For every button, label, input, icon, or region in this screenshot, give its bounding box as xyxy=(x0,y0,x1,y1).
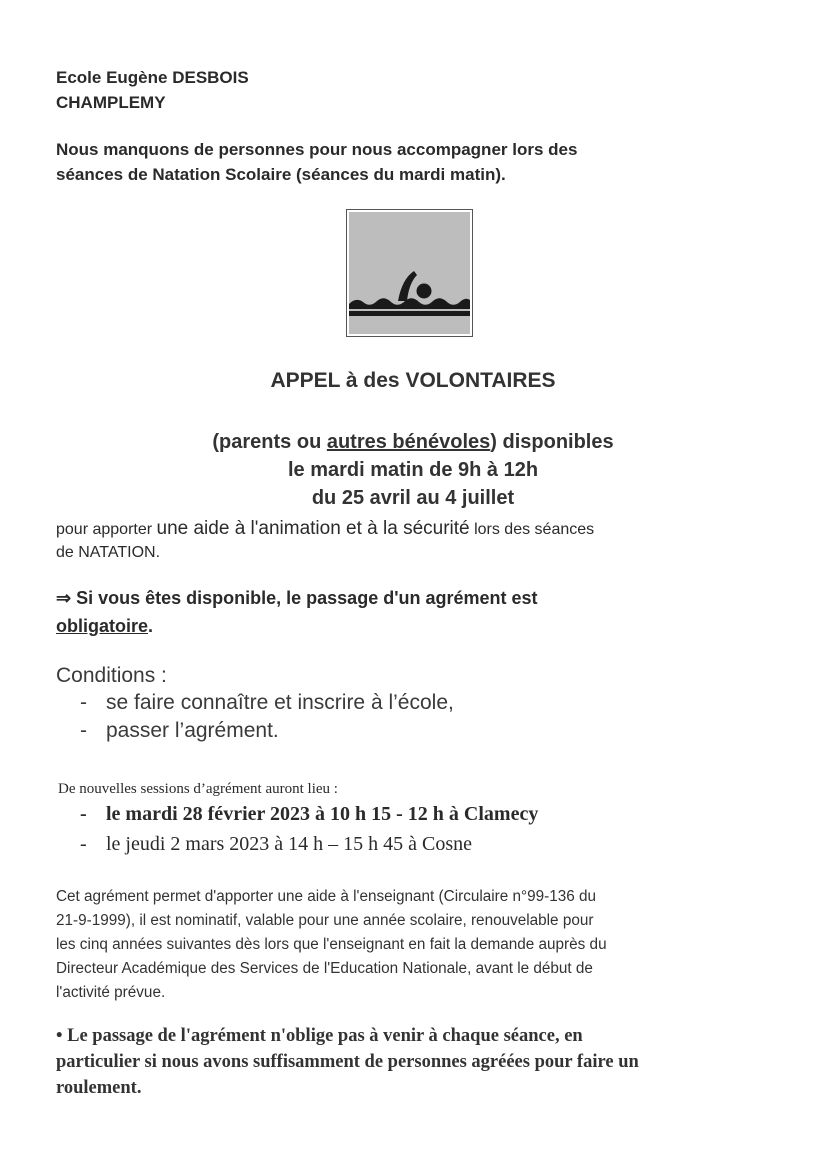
purpose-line-1: pour apporter une aide à l'animation et à la sécurité lors des séances xyxy=(56,518,595,539)
arrow-icon: ⇒ xyxy=(56,588,72,608)
appeal-line-2: le mardi matin de 9h à 12h xyxy=(287,459,539,481)
details-paragraph: Cet agrément permet d'apporter une aide à l'enseignant (Circulaire n°99-136 du 21-9-1999), il est nominatif, valable pour une année scolaire, renouvelable pour les cinq années suivantes dès lors que l'enseignant en fait la demande auprès du Directeur Académique des Services de l'Education Nationale, avant le début de l'activité prévue. xyxy=(56,888,607,1001)
volunteers-underlined: autres bénévoles xyxy=(326,431,491,453)
final-note: • Le passage de l'agrément n'oblige pas à venir à chaque séance, en particulier si nous avons suffisamment de personnes agréées pour faire un roulement. xyxy=(56,1026,639,1098)
purpose-line-2: de NATATION. xyxy=(56,544,161,561)
condition-item: - passer l’agrément. xyxy=(80,719,279,742)
appeal-title: APPEL à des VOLONTAIRES xyxy=(270,369,556,392)
swimmer-icon xyxy=(346,209,473,337)
intro-line-2: séances de Natation Scolaire (séances du mardi matin). xyxy=(56,165,506,184)
mandatory-line-2: obligatoire. xyxy=(56,616,154,636)
appeal-line-3: du 25 avril au 4 juillet xyxy=(311,487,515,509)
school-name: Ecole Eugène DESBOIS xyxy=(56,68,249,87)
school-town: CHAMPLEMY xyxy=(56,93,166,112)
condition-item: - se faire connaître et inscrire à l’école, xyxy=(80,691,454,714)
bullet-icon: • xyxy=(56,1026,63,1046)
appeal-line-1: (parents ou autres bénévoles) disponibles xyxy=(212,431,614,453)
session-item: - le mardi 28 février 2023 à 10 h 15 - 12 h à Clamecy xyxy=(80,803,539,825)
sessions-intro: De nouvelles sessions d’agrément auront lieu : xyxy=(58,781,338,797)
conditions-title: Conditions : xyxy=(56,664,167,687)
session-item: - le jeudi 2 mars 2023 à 14 h – 15 h 45 à Cosne xyxy=(80,833,473,855)
intro-line-1: Nous manquons de personnes pour nous accompagner lors des xyxy=(56,140,578,159)
mandatory-line-1: ⇒ Si vous êtes disponible, le passage d'un agrément est xyxy=(56,588,538,608)
